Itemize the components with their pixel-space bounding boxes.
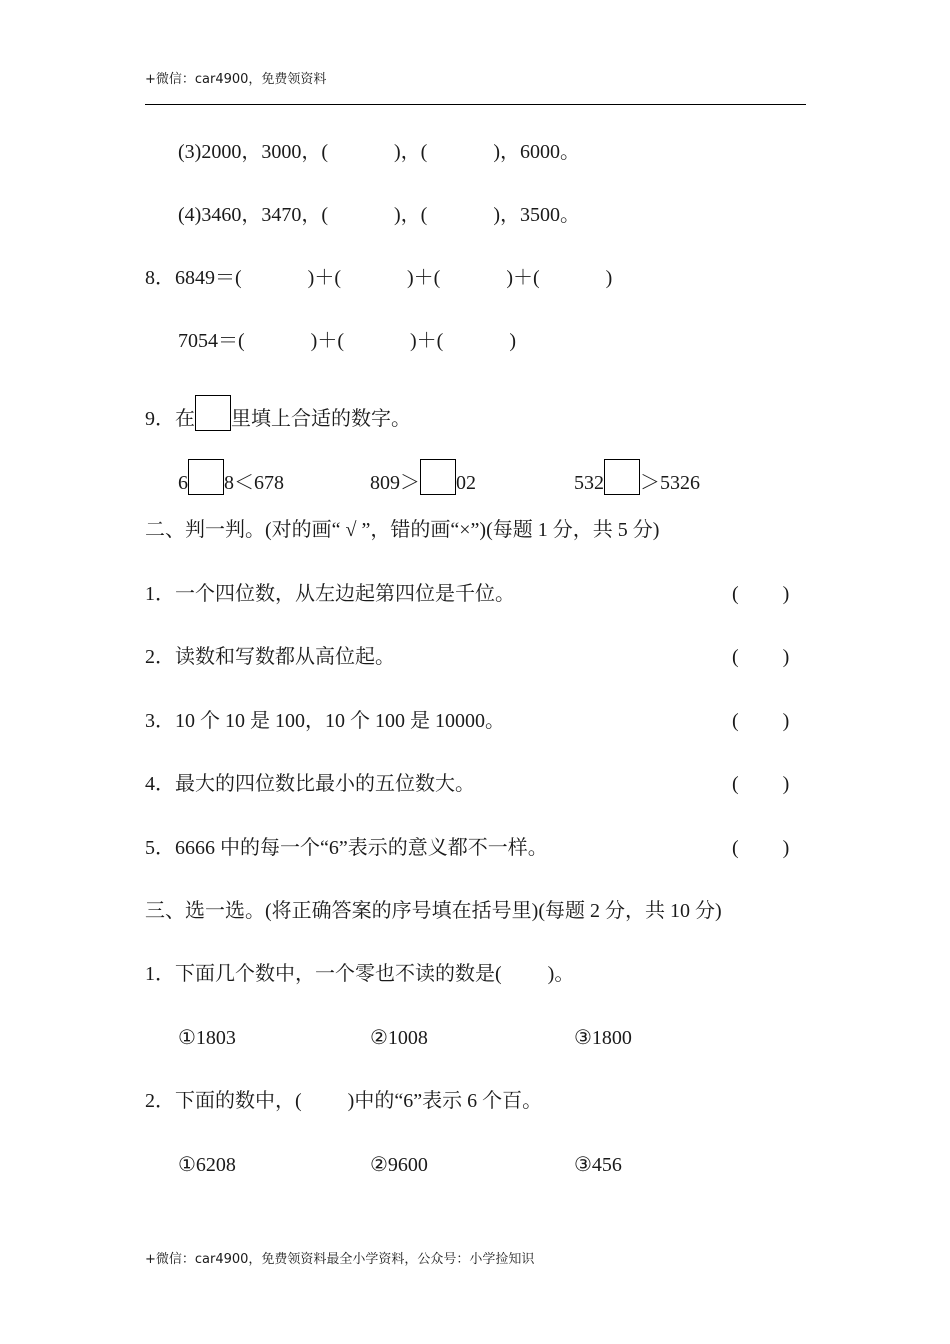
footer-text: +微信：car4900，免费领资料最全小学资料，公众号：小学捡知识	[145, 1252, 535, 1267]
answer-box[interactable]	[604, 459, 640, 495]
choice-q2-option-3: ③456	[574, 1154, 622, 1176]
answer-box[interactable]	[188, 459, 224, 495]
q8-line-2: 7054＝( )＋( )＋( )	[178, 330, 516, 352]
answer-box[interactable]	[420, 459, 456, 495]
answer-box[interactable]	[195, 395, 231, 431]
judge-item-3: 3．10 个 10 是 100，10 个 100 是 10000。	[145, 710, 505, 732]
q9-item-2: 809＞ 02	[370, 459, 476, 495]
choice-q2: 2．下面的数中，( )中的“6”表示 6 个百。	[145, 1090, 543, 1112]
section-2-title: 二、判一判。(对的画“ √ ”，错的画“×”)(每题 1 分，共 5 分)	[145, 519, 660, 541]
judge-item-2: 2．读数和写数都从高位起。	[145, 646, 395, 668]
choice-q1-option-1: ①1803	[178, 1027, 236, 1049]
q9-item-3: 532 ＞5326	[574, 459, 700, 495]
answer-paren[interactable]: ( )	[732, 837, 790, 859]
judge-item-4: 4．最大的四位数比最小的五位数大。	[145, 773, 475, 795]
q9-item-1: 6 8＜678	[178, 459, 284, 495]
choice-q2-option-2: ②9600	[370, 1154, 428, 1176]
header-rule	[145, 104, 806, 105]
answer-paren[interactable]: ( )	[732, 710, 790, 732]
answer-paren[interactable]: ( )	[732, 646, 790, 668]
q7-item-3: (3)2000，3000，( )，( )，6000。	[178, 141, 580, 163]
judge-item-5: 5．6666 中的每一个“6”表示的意义都不一样。	[145, 837, 548, 859]
q7-item-4: (4)3460，3470，( )，( )，3500。	[178, 204, 580, 226]
choice-q1-option-3: ③1800	[574, 1027, 632, 1049]
judge-item-1: 1．一个四位数，从左边起第四位是千位。	[145, 583, 515, 605]
answer-paren[interactable]: ( )	[732, 773, 790, 795]
choice-q2-option-1: ①6208	[178, 1154, 236, 1176]
section-3-title: 三、选一选。(将正确答案的序号填在括号里)(每题 2 分，共 10 分)	[145, 900, 722, 922]
choice-q1: 1．下面几个数中，一个零也不读的数是( )。	[145, 963, 575, 985]
q9-title: 9．在 里填上合适的数字。	[145, 395, 411, 431]
header-watermark: +微信：car4900，免费领资料	[145, 72, 327, 87]
q8-line-1: 8．6849＝( )＋( )＋( )＋( )	[145, 267, 613, 289]
answer-paren[interactable]: ( )	[732, 583, 790, 605]
choice-q1-option-2: ②1008	[370, 1027, 428, 1049]
